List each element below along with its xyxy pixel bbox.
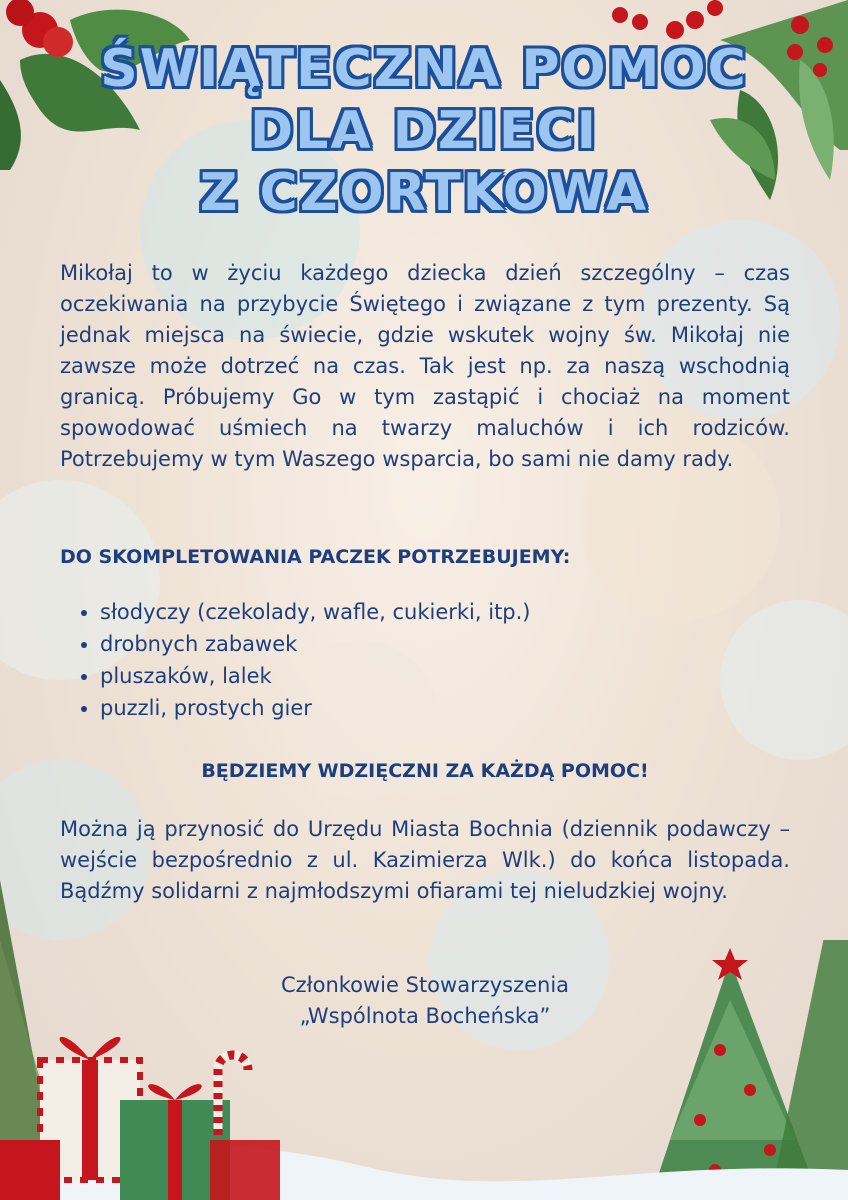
info-paragraph: Można ją przynosić do Urzędu Miasta Bochnia (dziennik podawczy – wejście bezpośrednio z ul. Kazimierza Wlk.) do końca listopada. Bądźmy solidarni z najmłodszymi ofiarami tej nieludzkiej wojny.: [60, 817, 790, 903]
title-line: Z CZORTKOWA: [199, 163, 649, 223]
title-line: ŚWIĄTECZNA POMOC: [100, 39, 748, 99]
list-item: • słodyczy (czekolady, wafle, cukierki, itp.): [100, 596, 790, 628]
thanks-heading: BĘDZIEMY WDZIĘCZNI ZA KAŻDĄ POMOC!: [201, 760, 649, 782]
signature-line: Członkowie Stowarzyszenia: [280, 973, 570, 997]
list-item: • pluszaków, lalek: [100, 660, 790, 692]
signature: [60, 970, 790, 1032]
intro-paragraph: Mikołaj to w życiu każdego dziecka dzień szczególny – czas oczekiwania na przybycie Świętego i związane z tym prezenty. Są jednak miejsca na świecie, gdzie wskutek wojny św. Mikołaj nie zawsze może dotrzeć na czas. Tak jest np. za naszą wschodnią granicą. Próbujemy Go w tym zastąpić i chociaż na moment spowodować uśmiech na twarzy maluchów i ich rodziców. Potrzebujemy w tym Waszego wsparcia, bo sami nie damy rady.: [60, 261, 790, 471]
poster-title: [0, 38, 848, 224]
list-item: • drobnych zabawek: [100, 628, 790, 660]
list-item: • puzzli, prostych gier: [100, 692, 790, 724]
title-line: DLA DZIECI: [250, 101, 598, 161]
candy-cane-icon: [208, 1045, 258, 1135]
needs-list: [60, 596, 790, 724]
signature-line: „Wspólnota Bocheńska”: [299, 1004, 551, 1028]
needs-heading: DO SKOMPLETOWANIA PACZEK POTRZEBUJEMY:: [60, 546, 571, 568]
